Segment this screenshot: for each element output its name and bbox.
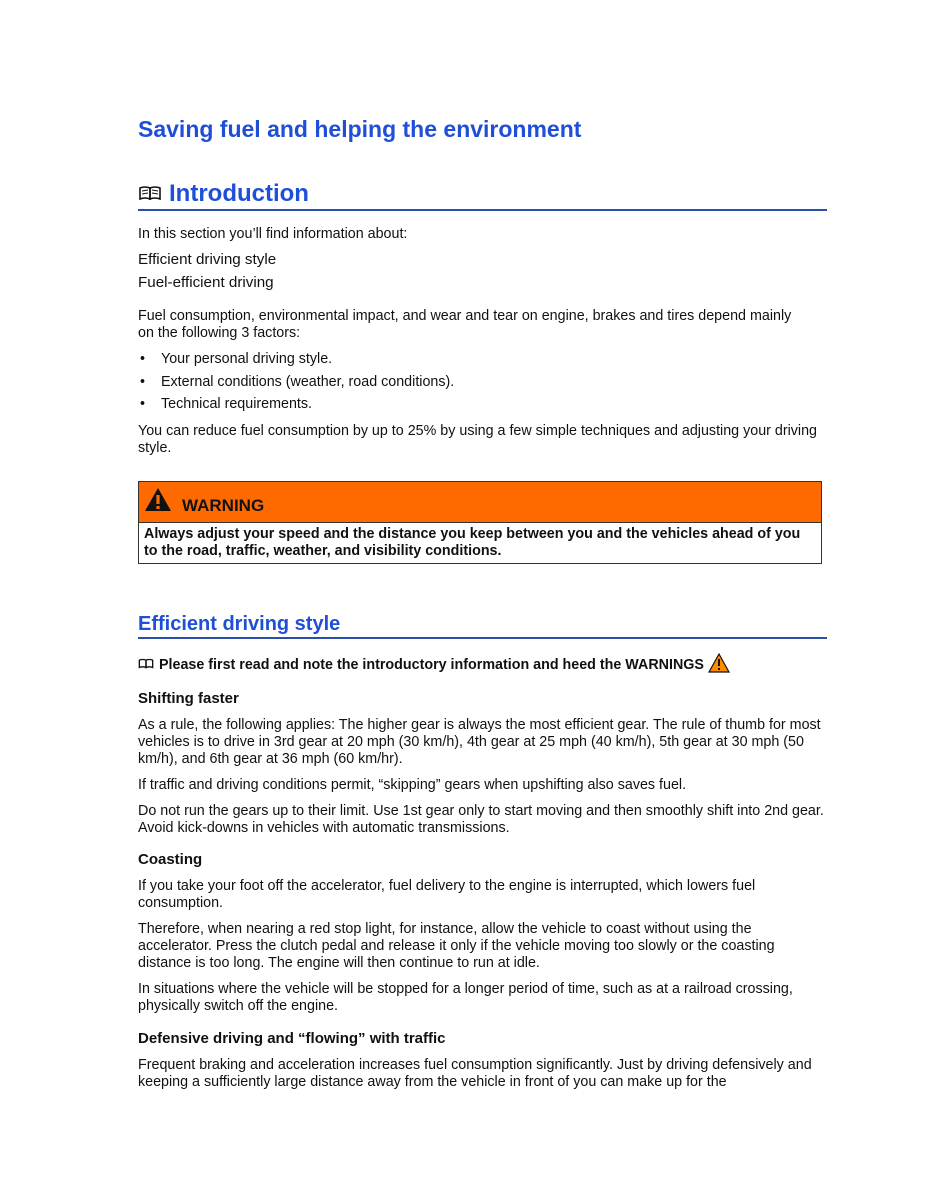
intro-paragraph-2: You can reduce fuel consumption by up to 25% by using a few simple techniques and adjusting your driving style. <box>138 423 817 456</box>
subheading-coasting: Coasting <box>138 851 203 868</box>
link-efficient-driving-style[interactable]: Efficient driving style <box>138 251 277 268</box>
warning-triangle-icon <box>708 653 730 677</box>
subheading-defensive-driving: Defensive driving and “flowing” with traffic <box>138 1030 446 1047</box>
read-note <box>138 653 730 677</box>
read-note-text: Please first read and note the introductory information and heed the WARNINGS <box>159 657 704 673</box>
section-heading-introduction <box>138 180 827 211</box>
list-item: • Your personal driving style. <box>138 351 454 374</box>
factor-list <box>138 351 454 419</box>
intro-paragraph-1: Fuel consumption, environmental impact, and wear and tear on engine, brakes and tires depend mainly on the following 3 factors: <box>138 308 792 341</box>
list-item: • External conditions (weather, road conditions). <box>138 374 454 397</box>
link-fuel-efficient-driving[interactable]: Fuel-efficient driving <box>138 274 274 291</box>
warning-header <box>139 482 821 523</box>
page-title: Saving fuel and helping the environment <box>138 116 582 142</box>
warning-box <box>138 481 822 564</box>
defensive-paragraph-1: Frequent braking and acceleration increases fuel consumption significantly. Just by driving defensively and keeping a sufficiently large distance away from the vehicle in front of you can make up for the <box>138 1057 812 1090</box>
section-heading-efficient-driving-style: Efficient driving style <box>138 613 827 639</box>
coasting-paragraph-3: In situations where the vehicle will be stopped for a longer period of time, such as at a railroad crossing, physically switch off the engine. <box>138 981 793 1014</box>
shifting-paragraph-3: Do not run the gears up to their limit. Use 1st gear only to start moving and then smoothly shift into 2nd gear. Avoid kick-downs in vehicles with automatic transmissions. <box>138 803 824 836</box>
warning-triangle-icon <box>144 487 172 517</box>
shifting-paragraph-1: As a rule, the following applies: The higher gear is always the most efficient gear. The rule of thumb for most vehicles is to drive in 3rd gear at 20 mph (30 km/h), 4th gear at 25 mph (40 km/h), 5th gear at 30 mph (50 km/h), and 6th gear at 36 mph (60 km/hr). <box>138 717 821 767</box>
introduction-heading-text: Introduction <box>169 180 309 207</box>
warning-label: WARNING <box>182 496 265 515</box>
shifting-paragraph-2: If traffic and driving conditions permit, “skipping” gears when upshifting also saves fuel. <box>138 777 687 793</box>
book-icon <box>138 180 162 208</box>
warning-text: Always adjust your speed and the distance you keep between you and the vehicles ahead of you to the road, traffic, weather, and visibility conditions. <box>144 526 801 559</box>
coasting-paragraph-2: Therefore, when nearing a red stop light, for instance, allow the vehicle to coast without using the accelerator. Press the clutch pedal and release it only if the vehicle moving too slowly or the coasting distance is too long. The engine will then continue to run at idle. <box>138 921 775 971</box>
list-item: • Technical requirements. <box>138 396 454 419</box>
book-icon <box>138 657 154 673</box>
subheading-shifting-faster: Shifting faster <box>138 690 239 707</box>
intro-lead: In this section you’ll find information about: <box>138 226 408 242</box>
coasting-paragraph-1: If you take your foot off the accelerator, fuel delivery to the engine is interrupted, which lowers fuel consumption. <box>138 878 756 911</box>
